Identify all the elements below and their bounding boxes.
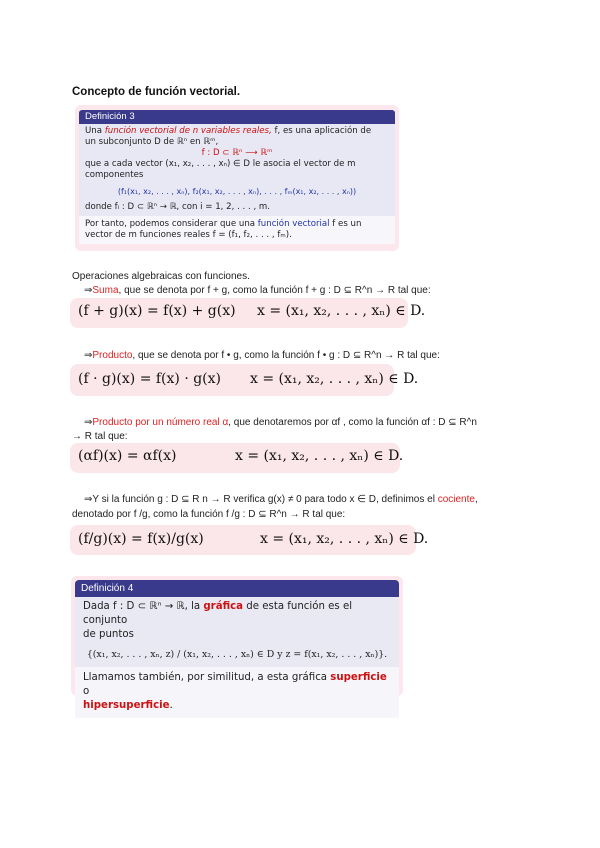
def3-foot-line-1 <box>85 219 389 230</box>
definition-3-box <box>79 110 395 244</box>
producto-real-line <box>84 416 477 429</box>
def4-line-2: de puntos <box>83 629 134 640</box>
suma-text: , que se denota por f + g, como la función f + g : D ⊆ R^n → R tal que: <box>118 285 431 296</box>
def3-line-3: que a cada vector (x₁, x₂, . . . , xₙ) ∈ D le asocia el vector de m <box>85 159 356 169</box>
cociente-label: cociente <box>437 494 475 505</box>
producto-real-formula-left: (αf)(x) = αf(x) <box>78 448 177 464</box>
cociente-formula-right: x = (x₁, x₂, . . . , xₙ) ∈ D. <box>260 531 429 547</box>
def3-line-4: componentes <box>85 170 144 180</box>
definition-3-footer <box>79 216 395 244</box>
def3-term-funcion-vectorial: función vectorial de n variables reales, <box>104 126 272 136</box>
producto-real-formula-right: x = (x₁, x₂, . . . , xₙ) ∈ D. <box>235 448 404 464</box>
producto-real-text: , que denotaremos por αf , como la función αf : D ⊆ R^n <box>228 417 477 428</box>
def4-term-superficie: superficie <box>330 672 387 683</box>
def4-formula: {(x₁, x₂, . . . , xₙ, z) / (x₁, x₂, . . . , xₙ) ∈ D y z = f(x₁, x₂, . . . , xₙ)}. <box>86 649 388 660</box>
def4-foot-text: Llamamos también, por similitud, a esta gráfica <box>83 672 331 683</box>
arrow-icon: ⇒ <box>84 417 93 428</box>
definition-4-footer <box>75 667 399 718</box>
cociente-line-2: denotado por f /g, como la función f /g : D ⊆ R^n → R tal que: <box>72 509 346 520</box>
def4-foot-text: o <box>83 686 90 697</box>
operations-intro: Operaciones algebraicas con funciones. <box>72 271 250 282</box>
def3-foot-term: función vectorial <box>257 219 330 229</box>
def4-line-1 <box>83 600 391 628</box>
arrow-icon: ⇒ <box>84 285 93 296</box>
producto-label: Producto <box>92 350 133 361</box>
definition-4-header: Definición 4 <box>75 580 399 597</box>
def3-formula-2: (f₁(x₁, x₂, . . . , xₙ), f₂(x₁, x₂, . . . , xₙ), . . . , fₘ(x₁, x₂, . . . , xₙ)) <box>117 187 357 196</box>
definition-3-header: Definición 3 <box>79 110 395 124</box>
def3-foot-text: f es un <box>329 219 362 229</box>
def4-text: de esta función es el conjunto <box>83 601 353 626</box>
page-title: Concepto de función vectorial. <box>72 86 241 98</box>
cociente-line <box>84 493 478 506</box>
def3-foot-line-2: vector de m funciones reales f = (f₁, f₂, . . . , fₘ). <box>85 230 292 240</box>
def3-text: Una <box>85 126 105 136</box>
def3-line-2: un subconjunto D de ℝⁿ en ℝᵐ, <box>85 137 219 147</box>
suma-formula-right: x = (x₁, x₂, . . . , xₙ) ∈ D. <box>257 303 426 319</box>
suma-line <box>84 284 431 297</box>
cociente-formula-left: (f/g)(x) = f(x)/g(x) <box>78 531 204 547</box>
def3-line-1 <box>85 126 389 137</box>
producto-text: , que se denota por f • g, como la función f • g : D ⊆ R^n → R tal que: <box>132 350 440 361</box>
def4-term-grafica: gráfica <box>203 601 244 612</box>
suma-label: Suma <box>92 285 119 296</box>
producto-real-label: Producto por un número real α <box>92 417 229 428</box>
def3-text: f, es una aplicación de <box>271 126 372 136</box>
definition-4-body <box>75 597 399 667</box>
def3-line-5: donde fᵢ : D ⊂ ℝⁿ → ℝ, con i = 1, 2, . . . , m. <box>85 202 271 212</box>
def4-foot-text: . <box>169 700 173 711</box>
def3-formula-1: f : D ⊂ ℝⁿ ⟶ ℝᵐ <box>201 148 273 158</box>
arrow-icon: ⇒ <box>84 350 93 361</box>
def4-text: Dada f : D ⊂ ℝⁿ → ℝ, la <box>83 601 204 612</box>
producto-formula-right: x = (x₁, x₂, . . . , xₙ) ∈ D. <box>250 371 419 387</box>
suma-formula-left: (f + g)(x) = f(x) + g(x) <box>78 303 236 319</box>
producto-line <box>84 349 440 362</box>
definition-3-body <box>79 124 395 216</box>
producto-formula-left: (f · g)(x) = f(x) · g(x) <box>78 371 222 387</box>
definition-4-box <box>75 580 399 718</box>
def4-foot-line-2 <box>83 699 391 713</box>
cociente-text: Y si la función g : D ⊆ R n → R verifica g(x) ≠ 0 para todo x ∈ D, definimos el <box>92 494 438 505</box>
def3-foot-text: Por tanto, podemos considerar que una <box>85 219 258 229</box>
def4-term-hipersuperficie: hipersuperficie <box>83 700 170 711</box>
def4-foot-line-1 <box>83 671 391 699</box>
arrow-icon: ⇒ <box>84 494 93 505</box>
cociente-text-end: , <box>474 494 478 505</box>
producto-real-line-2: → R tal que: <box>72 431 128 442</box>
